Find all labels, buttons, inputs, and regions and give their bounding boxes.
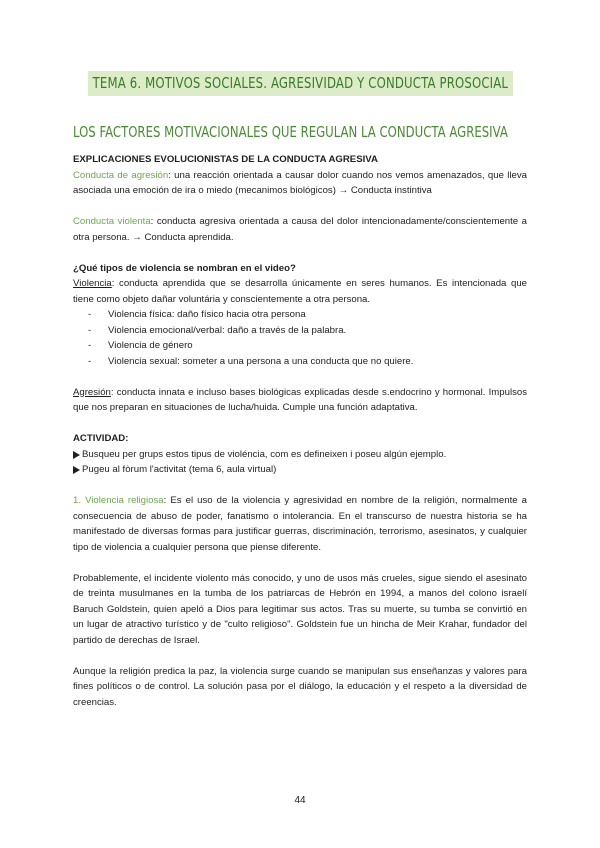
section-heading: LOS FACTORES MOTIVACIONALES QUE REGULAN LA CONDUCTA AGRESIVA <box>73 123 508 141</box>
list-item: - Violencia sexual: someter a una persona a una conducta que no quiere. <box>88 354 527 370</box>
question-video: ¿Qué tipos de violencia se nombran en el video? <box>73 262 296 274</box>
paragraph-incidente: Probablemente, el incidente violento más conocido, y uno de usos más crueles, sigue siendo el asesinato de treinta musulmanes en la tumba de los patriarcas de Hebrón en 1994, a manos del colono israelí Baruch Goldstein, quien apeló a Dios para legitimar sus actos. Tras su muerte, su tumba se convirtió en un lugar de atractivo turístico y de "culto religioso". Goldstein fue un hincha de Meir Krahar, fundador del partido de derechas de Israel. <box>73 572 527 646</box>
paragraph-violencia-religiosa <box>73 493 527 555</box>
paragraph-violencia <box>73 276 527 307</box>
text-conducta-violenta: : conducta agresiva orientada a causa del dolor intencionadamente/conscientemente a otra persona. → Conducta aprendida. <box>73 216 527 243</box>
term-conducta-violenta: Conducta violenta <box>73 216 151 227</box>
paragraph-conducta-violenta <box>73 214 527 245</box>
list-item: - Violencia emocional/verbal: daño a través de la palabra. <box>88 323 527 339</box>
term-violencia-religiosa: 1. Violencia religiosa <box>73 495 164 506</box>
paragraph-conducta-agresion <box>73 168 527 199</box>
list-item: - Violencia física: daño físico hacia otra persona <box>88 307 527 323</box>
text-violencia: : conducta aprendida que se desarrolla únicamente en seres humanos. Es intencionada que tiene como objeto dañar voluntária y conscientemente a otra persona. <box>73 278 527 305</box>
term-conducta-agresion: Conducta de agresión <box>73 169 169 181</box>
document-body <box>73 152 527 710</box>
title-banner <box>0 71 600 96</box>
violence-types-list <box>73 307 527 369</box>
text-agresion: : conducta innata e incluso bases biológicas explicadas desde s.endocrino y hormonal. Impulsos que nos preparan en situaciones de lucha/huida. Cumple una función adaptativa. <box>73 386 527 413</box>
term-agresion: Agresión <box>73 386 111 398</box>
subheading-evolucionistas: EXPLICACIONES EVOLUCIONISTAS DE LA CONDUCTA AGRESIVA <box>73 154 378 165</box>
list-item: Busqueu per grups estos tipus de violéncia, com es defineixen i poseu algún ejemplo. <box>73 447 527 463</box>
list-item: - Violencia de género <box>88 338 527 354</box>
text-violencia-religiosa: : Es el uso de la violencia y agresividad en nombre de la religión, normalmente a consecuencia de abuso de poder, fanatismo o intolerancia. En el transcurso de nuestra historia se ha manifestado de diversas formas para justificar guerras, discriminación, terrorismo, asesinatos, y cualquier tipo de violencia a cualquier persona que piense diferente. <box>73 495 527 553</box>
paragraph-agresion <box>73 385 527 416</box>
page-title: TEMA 6. MOTIVOS SOCIALES. AGRESIVIDAD Y CONDUCTA PROSOCIAL <box>88 71 513 96</box>
text-conducta-agresion: : una reacción orientada a causar dolor cuando nos vemos amenazados, que lleva asociada una emoción de ira o miedo (mecanimos biológicos) → Conducta instintiva <box>73 169 527 196</box>
paragraph-solucion: Aunque la religión predica la paz, la violencia surge cuando se manipulan sus enseñanzas y valores para fines políticos o de control. La solución pasa por el diálogo, la educación y el respeto a la diversidad de creencias. <box>73 665 527 708</box>
page-number: 44 <box>294 795 306 806</box>
subheading-actividad: ACTIVIDAD: <box>73 433 129 444</box>
list-item: Pugeu al fòrum l'activitat (tema 6, aula virtual) <box>73 462 527 478</box>
actividad-list <box>73 447 527 478</box>
term-violencia: Violencia <box>73 278 112 289</box>
